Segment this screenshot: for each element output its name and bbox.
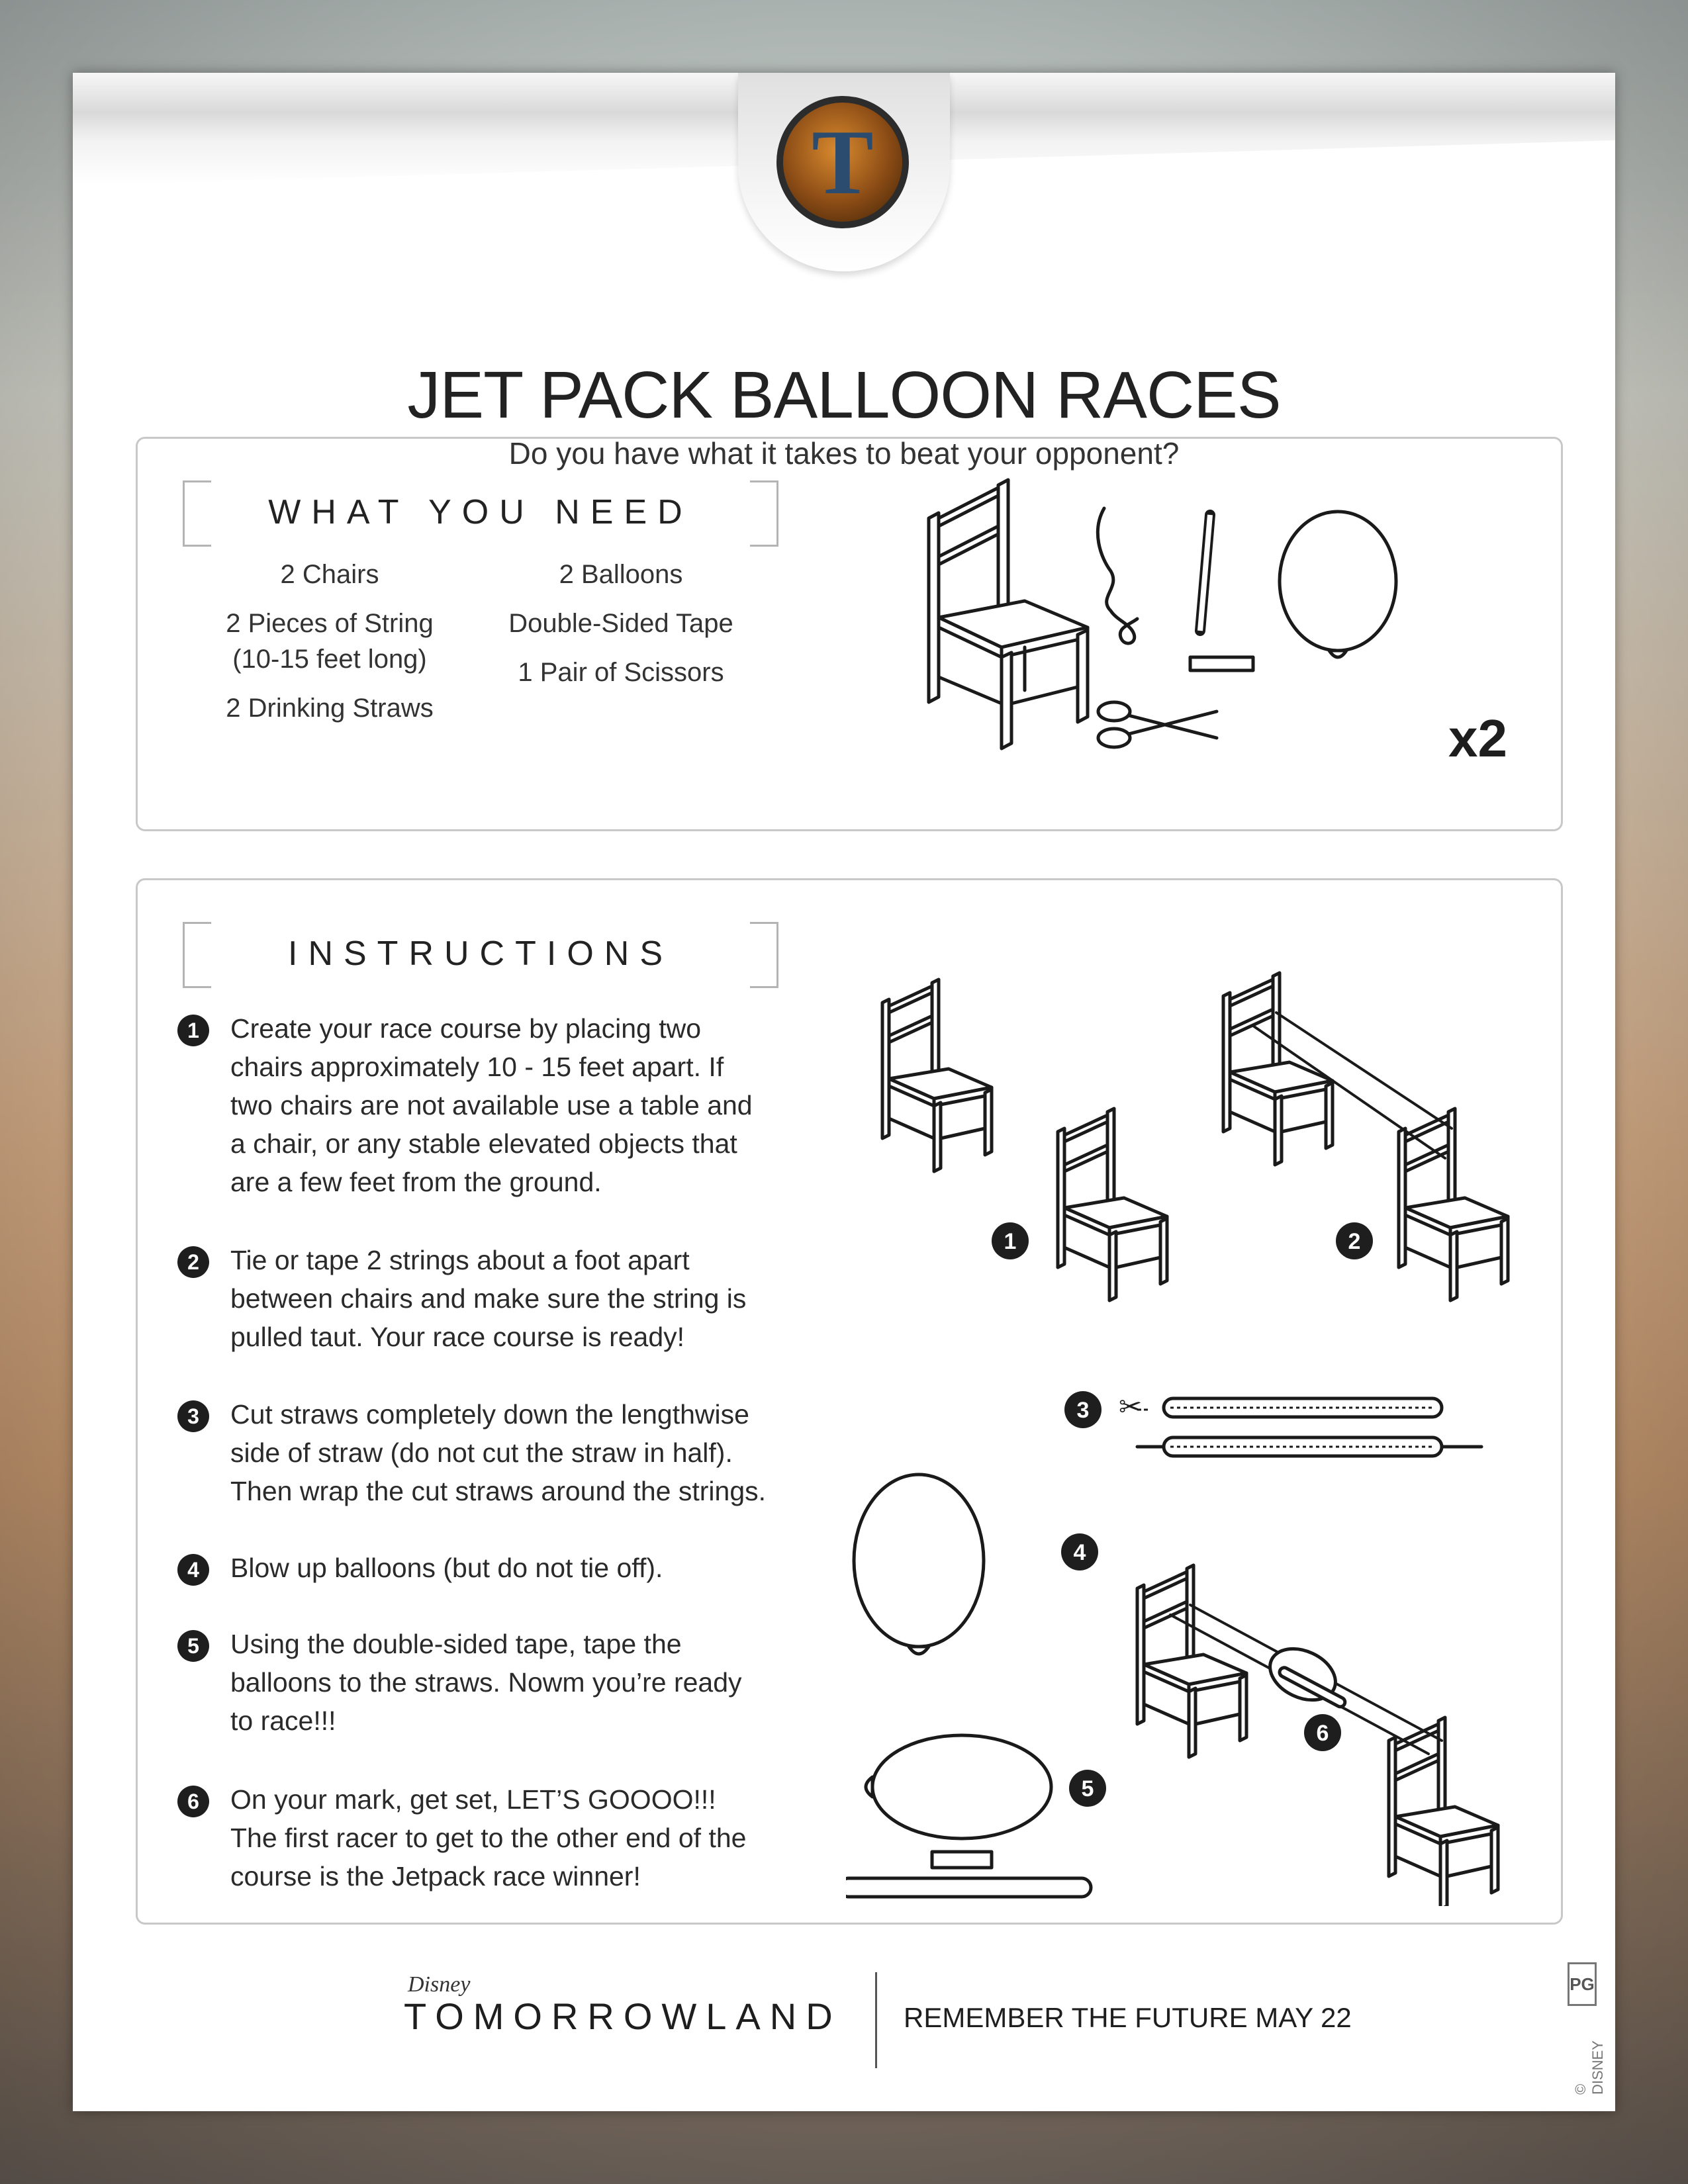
straw-icon [1200, 515, 1210, 631]
need-item: 2 Chairs [280, 560, 379, 589]
step-badge-5 [1069, 1770, 1106, 1807]
svg-text:3: 3 [1076, 1398, 1090, 1423]
balloon-icon [1280, 512, 1396, 657]
step-text: On your mark, get set, LET’S GOOOO!!! The first racer to get to the other end of the course is the Jetpack race winner! [230, 1784, 747, 1891]
tape-icon [1190, 657, 1253, 670]
svg-text:5: 5 [1081, 1776, 1094, 1801]
need-heading: WHAT YOU NEED [268, 493, 693, 531]
need-item: 1 Pair of Scissors [518, 658, 724, 687]
need-illustration [853, 465, 1554, 809]
instructions-illustration [846, 940, 1548, 1906]
need-list-col2 [489, 557, 753, 704]
copyright-text: © DISNEY [1572, 2040, 1606, 2095]
chair-icon [1389, 1717, 1498, 1906]
straw-cut-illustration [1119, 1391, 1481, 1456]
step-badge-6 [1304, 1714, 1341, 1751]
balloon-icon [854, 1475, 984, 1654]
svg-text:4: 4 [1073, 1540, 1086, 1565]
chair-icon [1058, 1109, 1167, 1300]
need-item: (10-15 feet long) [232, 645, 427, 674]
need-item: 2 Pieces of String [226, 609, 434, 638]
need-item: Double-Sided Tape [508, 609, 733, 638]
footer-divider [875, 1972, 877, 2068]
instructions-heading: INSTRUCTIONS [288, 934, 673, 973]
activity-sheet [73, 73, 1615, 2111]
tomorrowland-wordmark: TOMORROWLAND [404, 1995, 842, 2037]
tomorrowland-logo [404, 1972, 842, 2038]
disney-wordmark: Disney [408, 1972, 471, 1997]
rating-badge: PG [1568, 1962, 1597, 2006]
step-number: 2 [177, 1246, 209, 1278]
step-text: Cut straws completely down the lengthwise side of straw (do not cut the straw in half). Then wrap the cut straws around the strings. [230, 1399, 767, 1506]
chair-icon [929, 480, 1088, 749]
string-icon [1098, 508, 1137, 643]
need-item: 2 Drinking Straws [226, 694, 434, 723]
release-tagline: REMEMBER THE FUTURE MAY 22 [904, 2002, 1352, 2033]
step-badge-2 [1336, 1222, 1373, 1259]
straw-icon [846, 1878, 1091, 1897]
instructions-heading-bracket [183, 922, 778, 988]
quantity-multiplier: x2 [1448, 709, 1507, 768]
step-number: 5 [177, 1630, 209, 1662]
need-item: 2 Balloons [559, 560, 683, 589]
page-title: JET PACK BALLOON RACES [407, 358, 1281, 432]
what-you-need-panel [136, 437, 1563, 831]
step-text: Blow up balloons (but do not tie off). [230, 1553, 663, 1583]
step-text: Tie or tape 2 strings about a foot apart between chairs and make sure the string is pulled taut. Your race course is ready! [230, 1245, 747, 1352]
chair-icon [882, 979, 992, 1171]
svg-text:✂: ✂ [1119, 1391, 1143, 1422]
svg-text:6: 6 [1316, 1721, 1329, 1746]
step-number: 3 [177, 1400, 209, 1432]
instructions-panel [136, 878, 1563, 1925]
scissors-icon [1098, 702, 1217, 747]
step-badge-4 [1061, 1533, 1098, 1570]
chair-icon [1137, 1565, 1246, 1757]
svg-text:2: 2 [1348, 1229, 1361, 1254]
balloon-on-straw-illustration [846, 1735, 1091, 1897]
step-number: 1 [177, 1015, 209, 1046]
need-list-col1 [197, 557, 462, 739]
svg-text:1: 1 [1004, 1229, 1017, 1254]
step-text: Using the double-sided tape, tape the balloons to the straws. Nowm you’re ready to race!!! [230, 1629, 742, 1736]
step-badge-1 [992, 1222, 1029, 1259]
tape-icon [932, 1852, 992, 1868]
step-number: 6 [177, 1786, 209, 1817]
need-heading-bracket [183, 480, 778, 547]
page-subtitle: Do you have what it takes to beat your opponent? [508, 436, 1180, 471]
tomorrowland-t-logo-icon: T [776, 96, 909, 228]
step-number: 4 [177, 1554, 209, 1586]
step-badge-3 [1064, 1391, 1102, 1428]
step-text: Create your race course by placing two chairs approximately 10 - 15 feet apart. If two chairs are not available use a table and a chair, or any stable elevated objects that are a few feet from the ground. [230, 1013, 753, 1197]
